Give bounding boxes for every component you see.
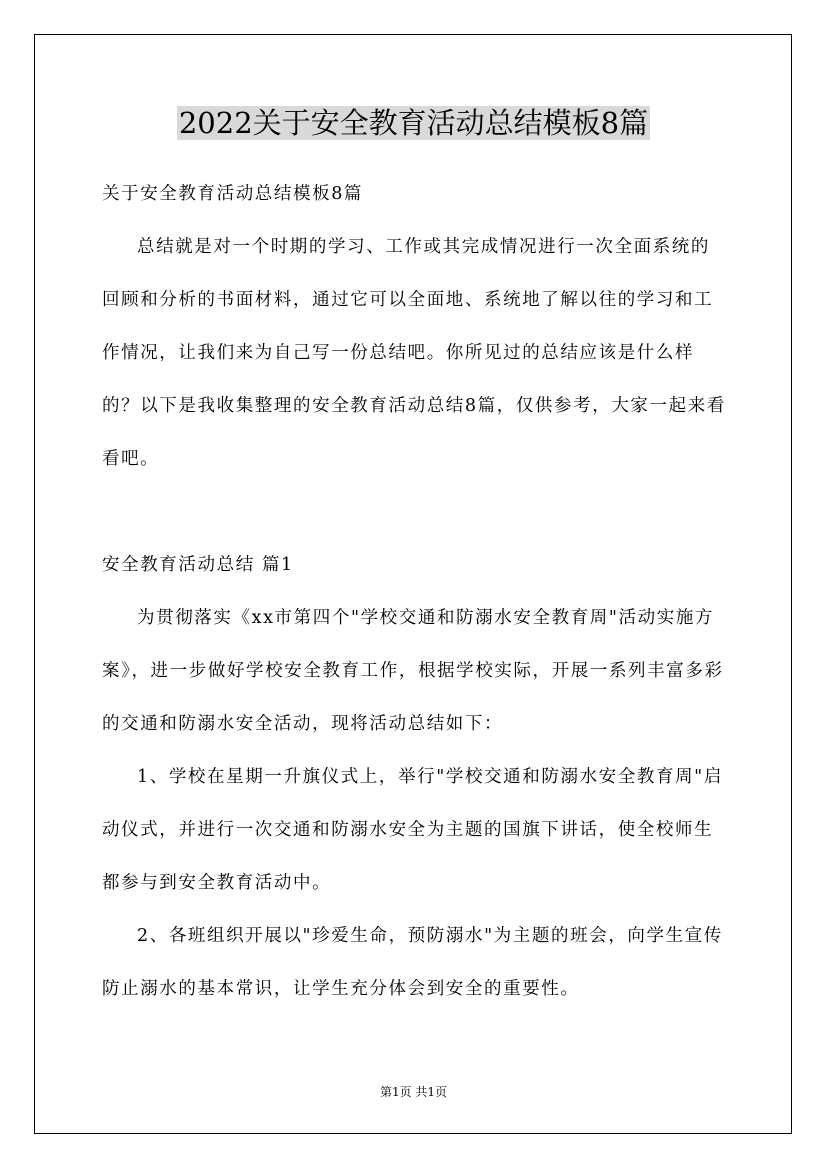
document-title bbox=[0, 98, 827, 148]
body-paragraph-3: 2、各班组织开展以"珍爱生命，预防溺水"为主题的班会，向学生宣传防止溺水的基本常识，让学生充分体会到安全的重要性。 bbox=[102, 926, 723, 999]
body-paragraph-2: 1、学校在星期一升旗仪式上，举行"学校交通和防溺水安全教育周"启动仪式，并进行一次交通和防溺水安全为主题的国旗下讲话，使全校师生都参与到安全教育活动中。 bbox=[102, 767, 723, 893]
intro-paragraph: 总结就是对一个时期的学习、工作或其完成情况进行一次全面系统的回顾和分析的书面材料，通过它可以全面地、系统地了解以往的学习和工作情况，让我们来为自己写一份总结吧。你所见过的总结应该是什么样的？以下是我收集整理的安全教育活动总结8篇，仅供参考，大家一起来看看吧。 bbox=[102, 237, 726, 469]
document-body bbox=[102, 168, 728, 1016]
page-footer bbox=[0, 1082, 827, 1102]
paragraph-spacer bbox=[102, 486, 728, 539]
page-number: 第1页 共1页 bbox=[379, 1085, 448, 1099]
body-paragraph-1: 为贯彻落实《xx市第四个"学校交通和防溺水安全教育周"活动实施方案》，进一步做好学校安全教育工作，根据学校实际，开展一系列丰富多彩的交通和防溺水安全活动，现将活动总结如下： bbox=[102, 608, 724, 734]
document-title-text: 2022关于安全教育活动总结模板8篇 bbox=[178, 106, 649, 140]
section-heading: 安全教育活动总结 篇1 bbox=[102, 555, 294, 575]
document-subtitle: 关于安全教育活动总结模板8篇 bbox=[102, 184, 364, 204]
